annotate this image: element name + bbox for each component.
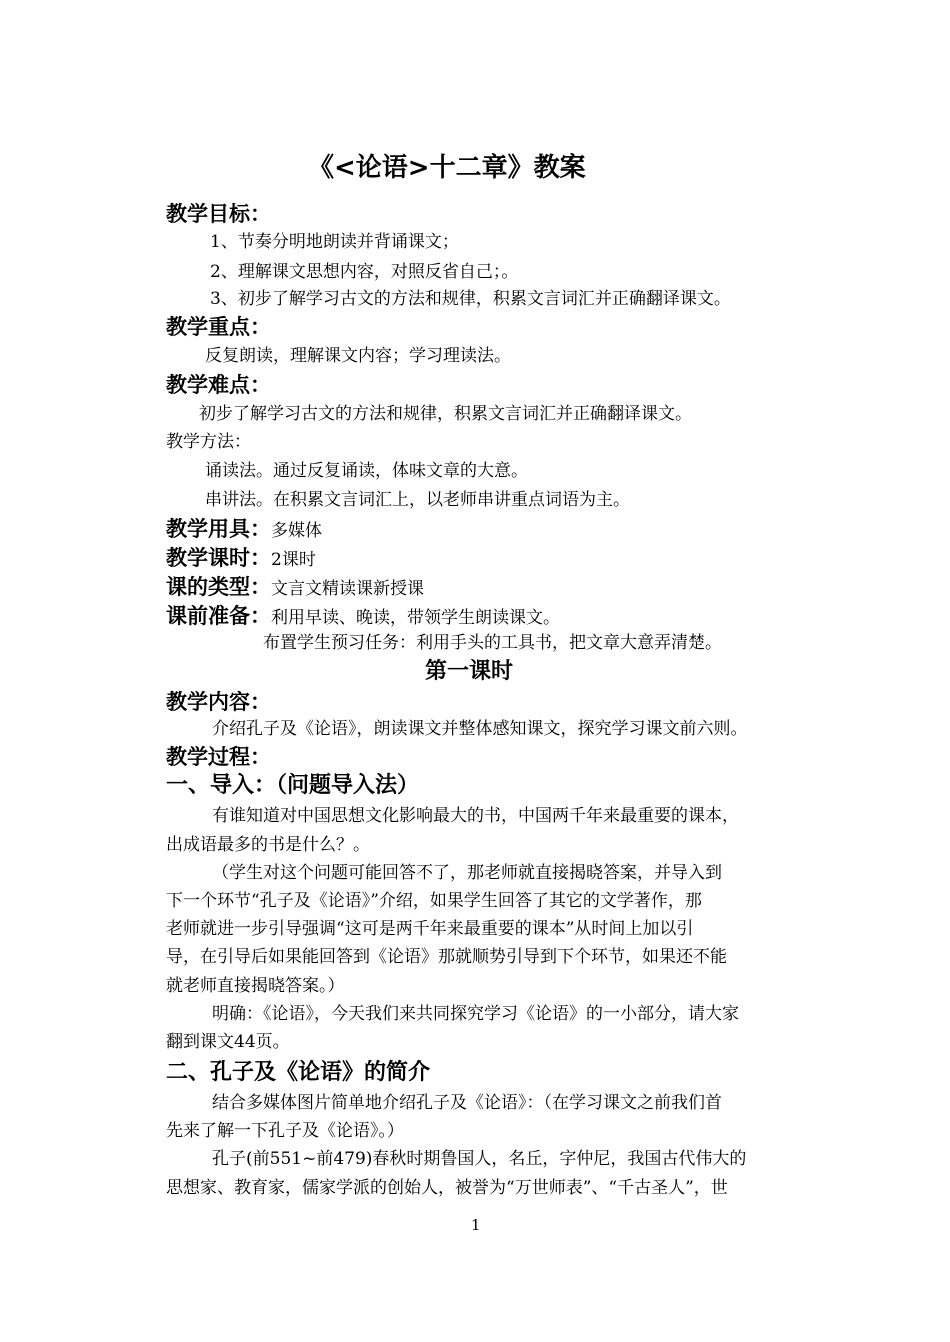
paragraph-line: （学生对这个问题可能回答不了，那老师就直接揭晓答案，并导入到 [212,863,722,883]
paragraph-line: 结合多媒体图片简单地介绍孔子及《论语》：（在学习课文之前我们首 [212,1093,722,1113]
difficulty-heading: 教学难点： [166,373,271,397]
process-heading: 教学过程： [166,745,271,769]
difficulty-text: 初步了解学习古文的方法和规律，积累文言词汇并正确翻译课文。 [199,404,692,424]
goals-heading: 教学目标： [166,202,271,226]
type-row [166,574,424,602]
goal-item: 1、节奏分明地朗读并背诵课文； [210,232,459,252]
content-text: 介绍孔子及《论语》，朗读课文并整体感知课文，探究学习课文前六则。 [212,719,748,739]
paragraph-line: 出成语最多的书是什么？。 [166,835,370,855]
prep-value: 利用早读、晚读，带领学生朗读课文。 [271,608,560,628]
prep-value-line2: 布置学生预习任务：利用手头的工具书，把文章大意弄清楚。 [263,633,722,653]
page-number: 1 [471,1216,481,1234]
paragraph-line: 下一个环节“孔子及《论语》”介绍，如果学生回答了其它的文学著作，那 [166,891,702,911]
paragraph-line: 明确：《论语》，今天我们来共同探究学习《论语》的一小部分，请大家 [212,1004,739,1024]
tools-label: 教学用具： [166,517,271,541]
lesson1-heading: 第一课时 [425,659,514,684]
paragraph-line: 先来了解一下孔子及《论语》。） [166,1121,404,1141]
content-heading: 教学内容： [166,690,271,714]
key-points-heading: 教学重点： [166,315,271,339]
section1-heading: 一、导入：（问题导入法） [166,773,420,798]
hours-value: 2课时 [271,550,316,570]
paragraph-line: 思想家、教育家，儒家学派的创始人，被誉为“万世师表”、“千古圣人”，世 [166,1178,728,1198]
document-title: 《<论语>十二章》教案 [308,153,586,183]
paragraph-line: 孔子(前551~前479)春秋时期鲁国人，名丘，字仲尼，我国古代伟大的 [212,1149,747,1169]
paragraph-line: 导，在引导后如果能回答到《论语》那就顺势引导到下个环节，如果还不能 [166,947,727,967]
goal-item: 2、理解课文思想内容，对照反省自己；。 [210,262,519,282]
hours-label: 教学课时： [166,546,271,570]
prep-label: 课前准备： [166,604,271,628]
paragraph-line: 老师就进一步引导强调“这可是两千年来最重要的课本”从时间上加以引 [166,919,694,939]
type-value: 文言文精读课新授课 [271,579,424,599]
tools-value: 多媒体 [271,521,322,541]
method-item: 诵读法。通过反复诵读，体味文章的大意。 [205,461,528,481]
tools-row [166,516,322,544]
type-label: 课的类型： [166,575,271,599]
section2-heading: 二、孔子及《论语》的简介 [166,1060,431,1085]
paragraph-line: 有谁知道对中国思想文化影响最大的书，中国两千年来最重要的课本， [212,806,739,826]
paragraph-line: 就老师直接揭晓答案。） [166,976,345,996]
methods-heading: 教学方法： [166,432,251,452]
prep-row [166,603,560,631]
paragraph-line: 翻到课文44页。 [166,1032,290,1052]
key-points-text: 反复朗读，理解课文内容；学习理读法。 [205,346,511,366]
hours-row [166,545,316,573]
method-item: 串讲法。在积累文言词汇上，以老师串讲重点词语为主。 [205,490,630,510]
goal-item: 3、初步了解学习古文的方法和规律，积累文言词汇并正确翻译课文。 [210,289,731,309]
